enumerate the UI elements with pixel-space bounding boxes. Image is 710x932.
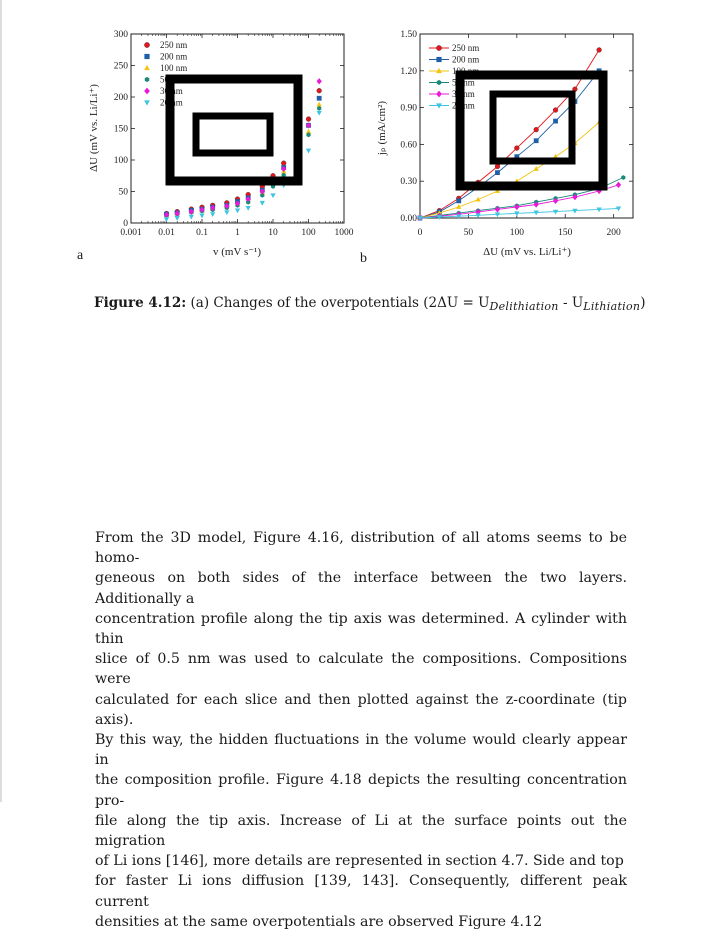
chart-b-ytick-label: 0.90 xyxy=(400,103,417,114)
chart-a-ytick-label: 150 xyxy=(113,124,128,135)
chart-a-point xyxy=(270,193,275,198)
chart-a-ytick-label: 300 xyxy=(113,30,128,40)
legend-label-a: 250 nm xyxy=(160,40,188,50)
chart-a-xtick-label: 10 xyxy=(268,228,278,238)
chart-b-ytick-label: 0.30 xyxy=(400,177,417,188)
chart-a xyxy=(88,30,354,258)
chart-a-xtick-label: 1 xyxy=(235,228,240,238)
caption-end: ) xyxy=(640,295,646,311)
chart-b-point xyxy=(534,127,539,132)
chart-b-point xyxy=(597,48,602,53)
overlay-frame-a-outer xyxy=(170,79,298,181)
panel-letter-b: b xyxy=(360,251,367,266)
caption-label: Figure 4.12: xyxy=(94,295,187,311)
paragraph-line: From the 3D model, Figure 4.16, distribution of all atoms seems to be homo- xyxy=(95,530,627,567)
paragraph-line: geneous on both sides of the interface between the two layers. Additionally a xyxy=(95,570,627,607)
chart-b-xtick-label: 0 xyxy=(417,228,423,238)
chart-a-point xyxy=(317,102,322,107)
chart-a-point xyxy=(281,161,286,166)
chart-b-point xyxy=(534,138,539,143)
chart-b-point xyxy=(495,170,500,175)
overlay-frame-b-inner xyxy=(493,94,572,161)
chart-a-ytick-label: 50 xyxy=(118,187,128,198)
legend-marker-b-250-nm xyxy=(436,45,441,50)
chart-a-point xyxy=(317,96,322,101)
chart-b-point xyxy=(553,108,558,113)
legend-marker-b-20-nm xyxy=(436,103,442,108)
legend-marker-50-nm xyxy=(145,77,150,82)
overlay-frame-a-inner xyxy=(196,116,270,153)
legend-label-a: 200 nm xyxy=(160,51,188,62)
figure-caption xyxy=(94,295,694,313)
chart-a-point xyxy=(235,208,240,213)
chart-b-ytick-label: 1.20 xyxy=(400,66,417,77)
chart-b xyxy=(376,30,633,258)
chart-a-ylabel: ΔU (mV vs. Li/Li⁺) xyxy=(88,84,100,172)
chart-b-point xyxy=(514,146,519,151)
legend-label-b: 30 nm xyxy=(452,89,475,99)
legend-label-b: 200 nm xyxy=(452,54,480,65)
chart-a-point xyxy=(246,206,251,211)
caption-text: (a) Changes of the overpotentials (2ΔU = U xyxy=(190,295,490,311)
legend-label-b: 100 nm xyxy=(452,66,480,76)
legend-label-b: 250 nm xyxy=(452,43,480,53)
chart-a-ytick-label: 200 xyxy=(113,93,128,103)
legend-label-a: 30 nm xyxy=(160,86,183,96)
chart-a-point xyxy=(306,149,311,154)
chart-b-xtick-label: 200 xyxy=(606,228,621,238)
legend-label-a: 100 nm xyxy=(160,63,188,73)
legend-label-a: 20 nm xyxy=(160,97,183,108)
chart-a-point xyxy=(260,201,265,206)
chart-a-point xyxy=(317,111,322,116)
chart-a-point xyxy=(317,88,322,93)
chart-b-ytick-label: 0.60 xyxy=(400,140,417,151)
legend-marker-b-200-nm xyxy=(436,57,441,62)
paragraph-line: calculated for each slice and then plotted against the z-coordinate (tip axis). xyxy=(95,691,627,728)
chart-a-xlabel: v (mV s⁻¹) xyxy=(212,246,262,258)
chart-a-point xyxy=(199,214,204,219)
chart-b-point xyxy=(456,198,461,203)
chart-a-ytick-label: 100 xyxy=(113,156,128,166)
chart-a-xtick-label: 100 xyxy=(301,228,316,238)
chart-a-point xyxy=(317,106,321,111)
legend-marker-20-nm xyxy=(144,100,150,105)
chart-b-ytick-label: 0.00 xyxy=(400,214,417,224)
legend-label-b: 20 nm xyxy=(452,100,475,111)
paragraph-line: of Li ions [146], more details are represented in section 4.7. Side and top xyxy=(95,853,624,870)
chart-b-point xyxy=(616,182,621,188)
chart-a-point xyxy=(210,212,215,217)
chart-a-xtick-label: 0.001 xyxy=(120,228,142,238)
legend-marker-b-100-nm xyxy=(436,68,442,73)
body-paragraph xyxy=(95,528,627,932)
caption-mid: - U xyxy=(558,295,584,311)
chart-a-point xyxy=(189,215,194,220)
caption-sub-delithiation: Delithiation xyxy=(489,300,559,313)
caption-sub-lithiation: Lithiation xyxy=(583,300,641,313)
chart-b-ytick-label: 1.50 xyxy=(400,30,417,40)
chart-b-ylabel: jₚ (mA/cm²) xyxy=(376,100,388,156)
legend-label-a: 50 nm xyxy=(160,74,183,85)
figure-4-12 xyxy=(0,0,710,275)
chart-b-xtick-label: 150 xyxy=(558,228,573,238)
legend-marker-250-nm xyxy=(144,42,149,47)
paragraph-line: file along the tip axis. Increase of Li at the surface points out the migration xyxy=(95,812,627,850)
chart-a-xtick-label: 0.01 xyxy=(158,228,175,238)
paragraph-line: for faster Li ions diffusion [139, 143]. Consequently, different peak current xyxy=(95,873,627,910)
legend-marker-30-nm xyxy=(144,88,150,95)
chart-b-point xyxy=(621,175,625,180)
paragraph-line: densities at the same overpotentials are observed Figure 4.12 xyxy=(95,913,543,930)
chart-b-point xyxy=(534,166,539,171)
chart-a-ytick-label: 250 xyxy=(113,61,128,72)
chart-b-point xyxy=(495,164,500,169)
chart-a-point xyxy=(306,117,311,122)
chart-a-point xyxy=(175,216,180,221)
chart-b-point xyxy=(553,119,558,124)
paragraph-line: slice of 0.5 nm was used to calculate the compositions. Compositions were xyxy=(95,651,627,688)
legend-marker-b-30-nm xyxy=(436,91,442,98)
chart-a-xtick-label: 0.1 xyxy=(196,228,208,238)
chart-a-xtick-label: 1000 xyxy=(334,228,354,238)
legend-marker-100-nm xyxy=(144,65,150,70)
chart-a-point xyxy=(224,210,229,215)
legend-label-b: 50 nm xyxy=(452,77,475,88)
legend-marker-b-50-nm xyxy=(437,80,442,85)
paragraph-line: By this way, the hidden fluctuations in the volume would clearly appear in xyxy=(95,732,627,769)
paragraph-line: the composition profile. Figure 4.18 depicts the resulting concentration pro- xyxy=(95,772,627,809)
paragraph-line: concentration profile along the tip axis was determined. A cylinder with thin xyxy=(95,610,627,648)
chart-b-xlabel: ΔU (mV vs. Li/Li⁺) xyxy=(483,246,571,258)
panel-letter-a: a xyxy=(77,248,84,263)
legend-marker-200-nm xyxy=(144,54,149,59)
chart-b-xtick-label: 50 xyxy=(463,228,474,238)
chart-b-xtick-label: 100 xyxy=(509,228,524,238)
chart-a-point xyxy=(317,78,322,84)
chart-a-ytick-label: 0 xyxy=(123,219,128,229)
